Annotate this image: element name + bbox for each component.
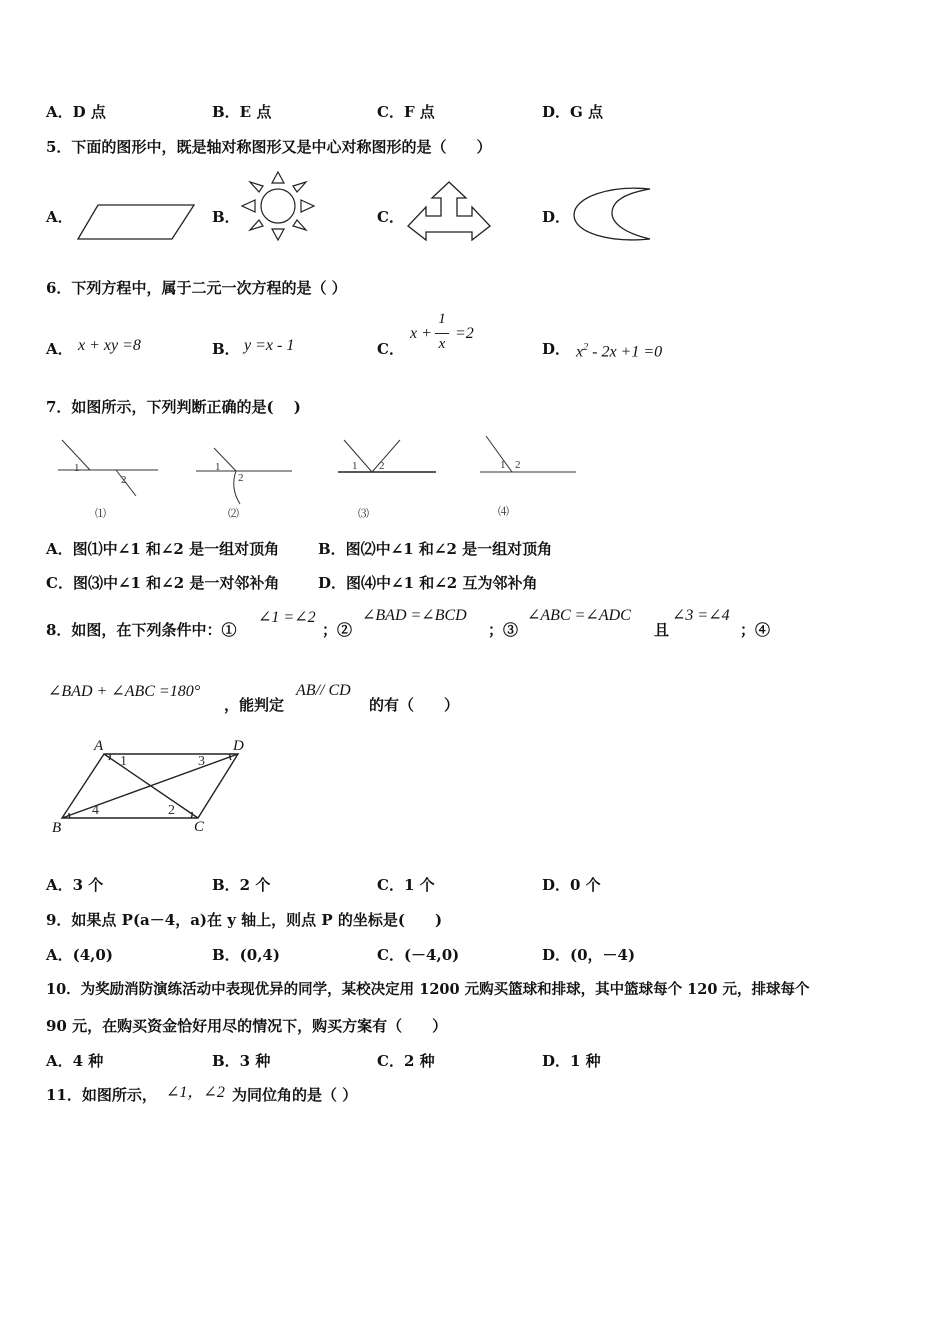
q6-c-fraction-bar — [435, 333, 449, 334]
q7-option-d: D．图⑷中∠1 和∠2 互为邻补角 — [318, 574, 538, 592]
q8-vertex-a: A — [94, 738, 104, 754]
q8-condition-1: ∠1 =∠2 — [258, 609, 316, 626]
q6-option-a-math: x + xy =8 — [78, 337, 141, 354]
q6-stem: 6．下列方程中，属于二元一次方程的是（ ） — [46, 279, 347, 297]
q7-fig3-angle2: 2 — [379, 460, 385, 472]
q8-condition-3: ∠ABC =∠ADC — [527, 607, 631, 624]
q6-d-exponent: 2 — [583, 342, 589, 353]
q8-vertex-d: D — [233, 738, 244, 754]
q8-sep-4: ；④ — [740, 621, 771, 639]
q6-option-d: D． — [542, 340, 571, 358]
q4-option-a: A．D 点 — [46, 103, 106, 121]
q8-sep-3: ；③ — [488, 621, 519, 639]
q8-angle-3: 3 — [198, 754, 205, 769]
q10-option-b: B．3 种 — [212, 1052, 271, 1070]
q5-stem: 5．下面的图形中，既是轴对称图形又是中心对称图形的是（ ） — [46, 138, 492, 156]
q7-figure-4 — [480, 434, 580, 474]
q11-angles: ∠1，∠2 — [166, 1084, 225, 1101]
q6-option-c: C． — [377, 340, 404, 358]
q11-stem-suffix: 为同位角的是（ ） — [232, 1086, 358, 1104]
q8-vertex-c: C — [194, 819, 205, 835]
q8-option-a: A．3 个 — [46, 876, 104, 894]
arrows-icon — [404, 180, 494, 242]
q6-option-c-math-left: x + — [410, 325, 432, 342]
q7-option-a: A．图⑴中∠1 和∠2 是一组对顶角 — [46, 540, 280, 558]
q8-and: 且 — [654, 621, 670, 639]
q7-fig2-label: ⑵ — [228, 508, 239, 520]
q8-condition-4: ∠BAD + ∠ABC =180° — [48, 683, 201, 700]
q8-angle-4: 4 — [92, 803, 99, 818]
q7-fig4-label: ⑷ — [498, 506, 509, 518]
q9-option-b: B．(0,4) — [212, 946, 280, 964]
q6-d-base: x — [576, 343, 584, 361]
q8-condition-2: ∠BAD =∠BCD — [362, 607, 467, 624]
q7-fig2-angle1: 1 — [215, 461, 221, 473]
q6-option-a: A． — [46, 340, 73, 358]
q11-stem-prefix: 11．如图所示， — [46, 1086, 157, 1104]
q10-stem-line2: 90 元，在购买资金恰好用尽的情况下，购买方案有（ ） — [46, 1017, 448, 1035]
q8-option-b: B．2 个 — [212, 876, 271, 894]
q8-angle-2: 2 — [168, 803, 175, 818]
q7-figure-2 — [196, 446, 296, 506]
q8-tail: 的有（ ） — [369, 696, 460, 714]
q5-option-a: A． — [46, 208, 73, 226]
q7-fig4-angle2: 2 — [515, 459, 521, 471]
q6-option-b-math: y =x - 1 — [244, 337, 295, 354]
q8-target: AB// CD — [296, 682, 351, 699]
q6-option-d-math — [576, 338, 662, 362]
q7-fig1-angle1: 1 — [74, 462, 80, 474]
q5-option-b: B． — [212, 208, 240, 226]
q10-option-a: A．4 种 — [46, 1052, 104, 1070]
q6-d-rest: - 2x +1 =0 — [588, 343, 663, 361]
q8-parallelogram-figure — [50, 738, 250, 838]
q8-condition-3b: ∠3 =∠4 — [672, 607, 730, 624]
q8-angle-1: 1 — [120, 754, 127, 769]
q7-fig3-label: ⑶ — [358, 508, 369, 520]
q9-option-a: A．(4,0) — [46, 946, 113, 964]
q8-sep-2: ；② — [322, 621, 353, 639]
q8-option-d: D．0 个 — [542, 876, 601, 894]
crescent-icon — [570, 185, 654, 243]
sun-icon — [238, 170, 320, 242]
q8-stem-prefix: 8．如图，在下列条件中：① — [46, 621, 237, 639]
q7-fig3-angle1: 1 — [352, 460, 358, 472]
q10-option-d: D．1 种 — [542, 1052, 601, 1070]
q5-option-c: C． — [377, 208, 404, 226]
q9-stem: 9．如果点 P(a－4，a)在 y 轴上，则点 P 的坐标是( ) — [46, 911, 443, 929]
q4-option-b: B．E 点 — [212, 103, 272, 121]
q9-option-c: C．(－4,0) — [377, 946, 460, 964]
q4-option-d: D．G 点 — [542, 103, 604, 121]
q8-vertex-b: B — [52, 820, 62, 836]
q7-option-b: B．图⑵中∠1 和∠2 是一组对顶角 — [318, 540, 553, 558]
q7-fig1-angle2: 2 — [121, 474, 127, 486]
q7-fig1-label: ⑴ — [95, 508, 106, 520]
q5-option-d: D． — [542, 208, 571, 226]
q6-option-b: B． — [212, 340, 240, 358]
q6-c-denominator: x — [438, 336, 446, 352]
q7-option-c: C．图⑶中∠1 和∠2 是一对邻补角 — [46, 574, 280, 592]
q7-fig2-angle2: 2 — [238, 472, 244, 484]
q8-option-c: C．1 个 — [377, 876, 435, 894]
q8-mid: ，能判定 — [224, 696, 285, 714]
q4-option-c: C．F 点 — [377, 103, 435, 121]
q6-c-numerator: 1 — [438, 311, 446, 327]
parallelogram-icon — [76, 203, 196, 243]
q10-option-c: C．2 种 — [377, 1052, 435, 1070]
q9-option-d: D．(0，－4) — [542, 946, 636, 964]
q7-stem: 7．如图所示，下列判断正确的是( ) — [46, 398, 301, 416]
q6-option-c-math-right: =2 — [455, 325, 474, 342]
q10-stem-line1: 10．为奖励消防演练活动中表现优异的同学，某校决定用 1200 元购买篮球和排球，其中篮球每个 120 元，排球每个 — [46, 981, 810, 998]
q7-fig4-angle1: 1 — [500, 459, 506, 471]
